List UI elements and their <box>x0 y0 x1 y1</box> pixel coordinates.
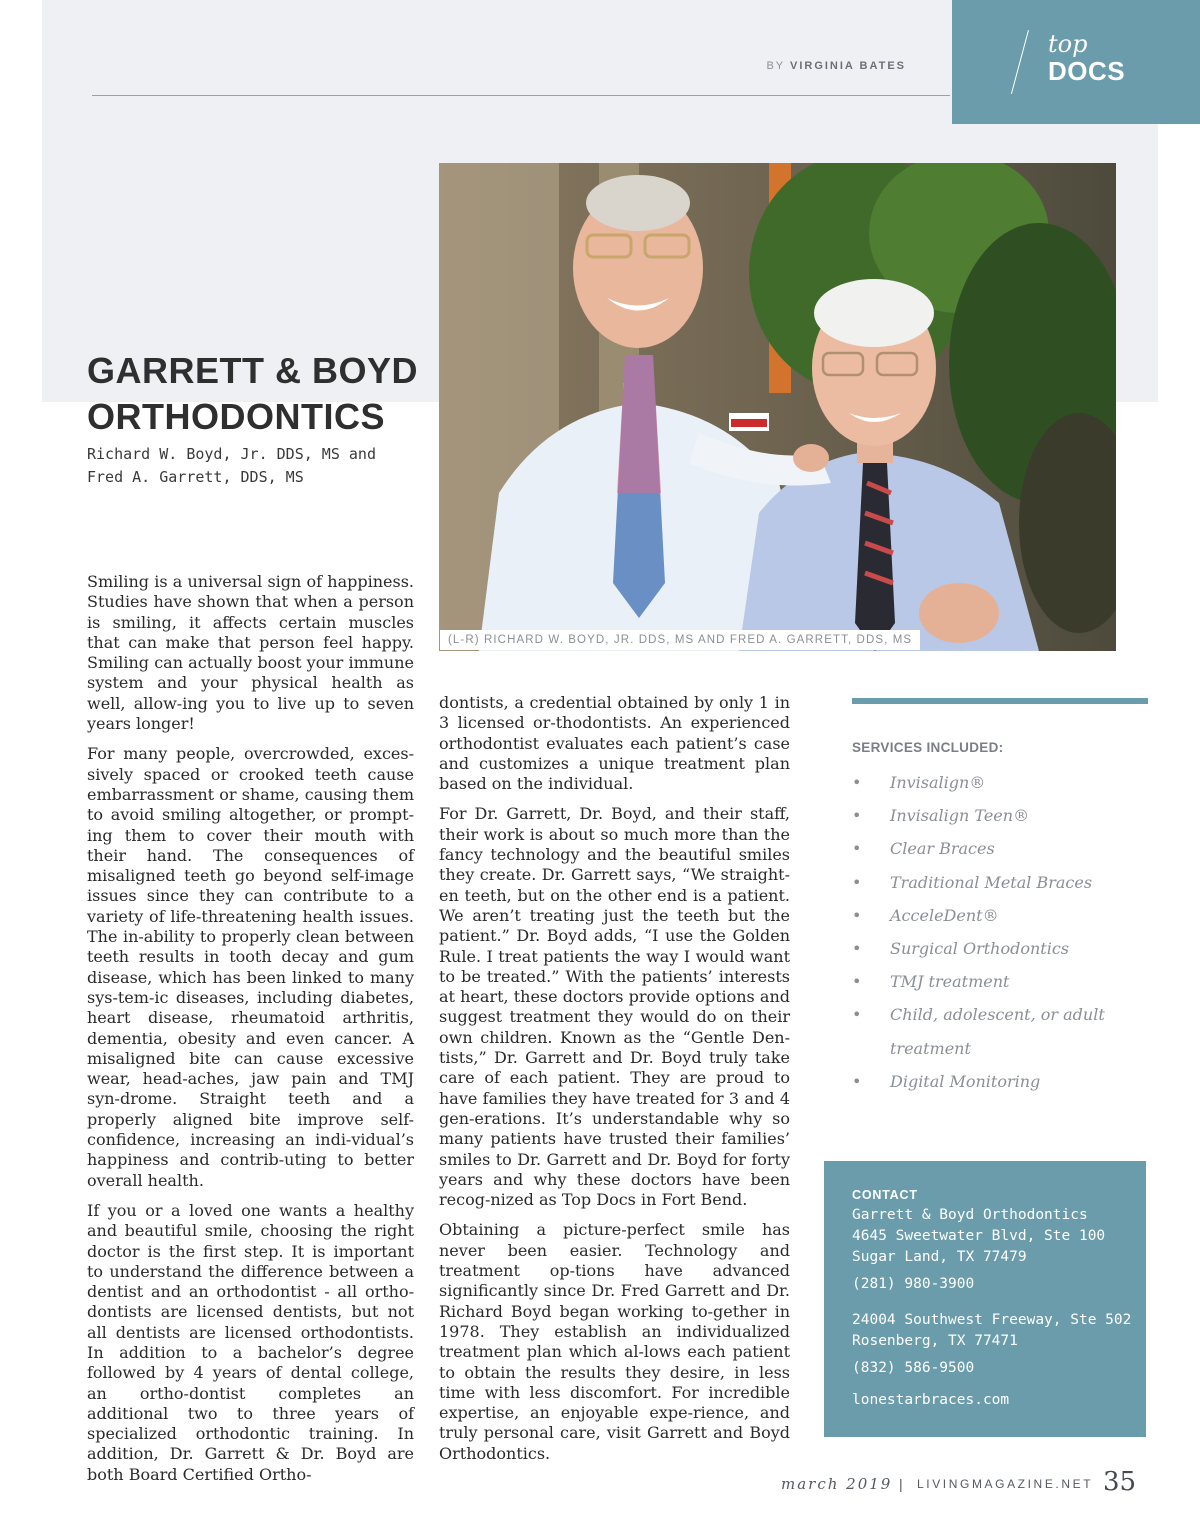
service-item <box>852 1065 1152 1098</box>
bullet-icon: • <box>852 905 862 925</box>
service-item-continuation <box>852 1032 1152 1065</box>
service-label: treatment <box>890 1038 971 1058</box>
contact-address2-line1: 24004 Southwest Freeway, Ste 502 <box>852 1312 1132 1328</box>
photo-caption: (L-R) RICHARD W. BOYD, JR. DDS, MS AND FRED A. GARRETT, DDS, MS <box>440 630 920 650</box>
byline <box>700 60 906 72</box>
contact-box <box>824 1161 1146 1437</box>
article-title <box>87 348 418 440</box>
section-tab-docs: DOCS <box>1048 56 1126 86</box>
doctors-photo-illustration <box>439 163 1116 651</box>
service-label: TMJ treatment <box>890 972 1010 992</box>
page-number: 35 <box>1103 1467 1137 1497</box>
byline-prefix: BY <box>766 60 785 72</box>
service-item <box>852 832 1152 865</box>
service-label: Surgical Orthodontics <box>890 939 1070 959</box>
column2-paragraph: For Dr. Garrett, Dr. Boyd, and their staff, their work is about so much more than the fancy technology and the beautiful smiles they create. Dr. Garrett says, “We straight-en teeth, but on the other end is a patient. We aren’t treating just the teeth but the patient.” Dr. Boyd adds, “I use the Golden Rule. I treat patients the way I would want to be treated.” With the patients’ interests at heart, these doctors provide options and suggest treatment they would do on their own children. Known as the “Gentle Den-tists,” Dr. Garrett and Dr. Boyd truly take care of each patient. They are proud to have families they have treated for 3 and 4 gen-erations. It’s understandable why so many patients have trusted their families’ smiles to Dr. Garrett and Dr. Boyd for forty years and why these doctors have been recog-nized as Top Docs in Fort Bend. <box>439 804 790 1210</box>
bullet-icon: • <box>852 806 862 826</box>
service-item <box>852 998 1152 1031</box>
service-item <box>852 932 1152 965</box>
service-item <box>852 899 1152 932</box>
footer-issue: march 2019 <box>781 1475 893 1493</box>
column1-paragraph: Smiling is a universal sign of happiness. Studies have shown that when a person is smiling, it affects certain muscles that can make that person feel happy. Smiling can actually boost your immune system and your physical health as well, allow-ing you to live up to seven years longer! <box>87 572 414 734</box>
service-item <box>852 866 1152 899</box>
column2-paragraph: Obtaining a picture-perfect smile has never been easier. Technology and treatment op-tions have advanced significantly since Dr. Fred Garrett and Dr. Richard Boyd began working to-gether in 1978. They establish an individualized treatment plan which al-lows each patient to obtain the results they desire, in less time with less discomfort. For incredible expertise, an enjoyable expe-rience, and truly personal care, visit Garrett and Boyd Orthodontics. <box>439 1220 790 1463</box>
article-column-1 <box>87 572 414 1495</box>
footer-separator: | <box>899 1476 903 1492</box>
article-title-line2: ORTHODONTICS <box>87 396 385 437</box>
contact-address1-line2: Sugar Land, TX 77479 <box>852 1249 1027 1265</box>
column1-paragraph: For many people, overcrowded, exces-sively spaced or crooked teeth cause embarrassment or shame, causing them to avoid smiling altogether, or prompt-ing them to cover their mouth with their hand. The consequences of misaligned teeth go beyond self-image issues since they can contribute to a variety of life-threatening health issues. The in-ability to properly clean between teeth results in tooth decay and gum disease, which has been linked to many sys-tem-ic diseases, including diabetes, heart disease, rheumatoid arthritis, dementia, obesity and even cancer. A misaligned bite can cause excessive wear, head-aches, jaw pain and TMJ syn-drome. Straight teeth and a properly aligned bite improve self-confidence, increasing an indi-vidual’s happiness and contrib-uting to better overall health. <box>87 744 414 1190</box>
article-subtitle <box>87 443 376 489</box>
services-heading: SERVICES INCLUDED: <box>852 740 1004 755</box>
bullet-icon: • <box>852 872 862 892</box>
service-item <box>852 766 1152 799</box>
service-label: Invisalign Teen® <box>890 806 1030 826</box>
contact-website-link[interactable]: lonestarbraces.com <box>852 1392 1010 1408</box>
section-tab-top: top <box>1048 30 1088 58</box>
bullet-icon: • <box>852 972 862 992</box>
article-title-line1: GARRETT & BOYD <box>87 350 418 391</box>
contact-phone2: (832) 586-9500 <box>852 1360 975 1376</box>
doctors-photo <box>439 163 1116 651</box>
service-label: Digital Monitoring <box>890 1071 1041 1091</box>
column2-paragraph: dontists, a credential obtained by only 1 in 3 licensed or-thodontists. An experienced orthodontist evaluates each patient’s case and customizes a unique treatment plan based on the individual. <box>439 693 790 794</box>
services-accent-bar <box>852 698 1148 704</box>
bullet-icon: • <box>852 939 862 959</box>
column1-paragraph: If you or a loved one wants a healthy and beautiful smile, choosing the right doctor is the first step. It is important to understand the difference between a dentist and an orthodontist - all ortho-dontists are licensed dentists, but not all dentists are licensed orthodontists. In addition to a bachelor’s degree followed by 4 years of dental college, an ortho-dontist completes an additional two to three years of specialized orthodontic training. In addition, Dr. Garrett & Dr. Boyd are both Board Certified Ortho- <box>87 1200 414 1484</box>
header-rule <box>92 95 950 96</box>
bullet-icon: • <box>852 773 862 792</box>
service-label: Child, adolescent, or adult <box>890 1005 1105 1025</box>
service-label: AcceleDent® <box>890 905 999 925</box>
services-list <box>852 766 1152 1098</box>
service-label: Clear Braces <box>890 839 995 859</box>
article-column-2 <box>439 693 790 1474</box>
contact-phone1: (281) 980-3900 <box>852 1276 975 1292</box>
service-label: Invisalign® <box>890 773 986 792</box>
article-subtitle-line2: Fred A. Garrett, DDS, MS <box>87 468 304 486</box>
contact-address1-line1: 4645 Sweetwater Blvd, Ste 100 <box>852 1228 1106 1244</box>
service-item <box>852 965 1152 998</box>
service-item <box>852 799 1152 832</box>
contact-heading: CONTACT <box>852 1188 918 1202</box>
bullet-icon: • <box>852 1005 862 1025</box>
footer-site-link[interactable]: LIVINGMAGAZINE.NET <box>917 1477 1094 1491</box>
contact-practice-name: Garrett & Boyd Orthodontics <box>852 1207 1088 1223</box>
byline-author: VIRGINIA BATES <box>789 60 906 72</box>
bullet-icon: • <box>852 1071 862 1091</box>
service-label: Traditional Metal Braces <box>890 872 1093 892</box>
article-subtitle-line1: Richard W. Boyd, Jr. DDS, MS and <box>87 445 376 463</box>
contact-address2-line2: Rosenberg, TX 77471 <box>852 1333 1018 1349</box>
bullet-icon: • <box>852 839 862 859</box>
